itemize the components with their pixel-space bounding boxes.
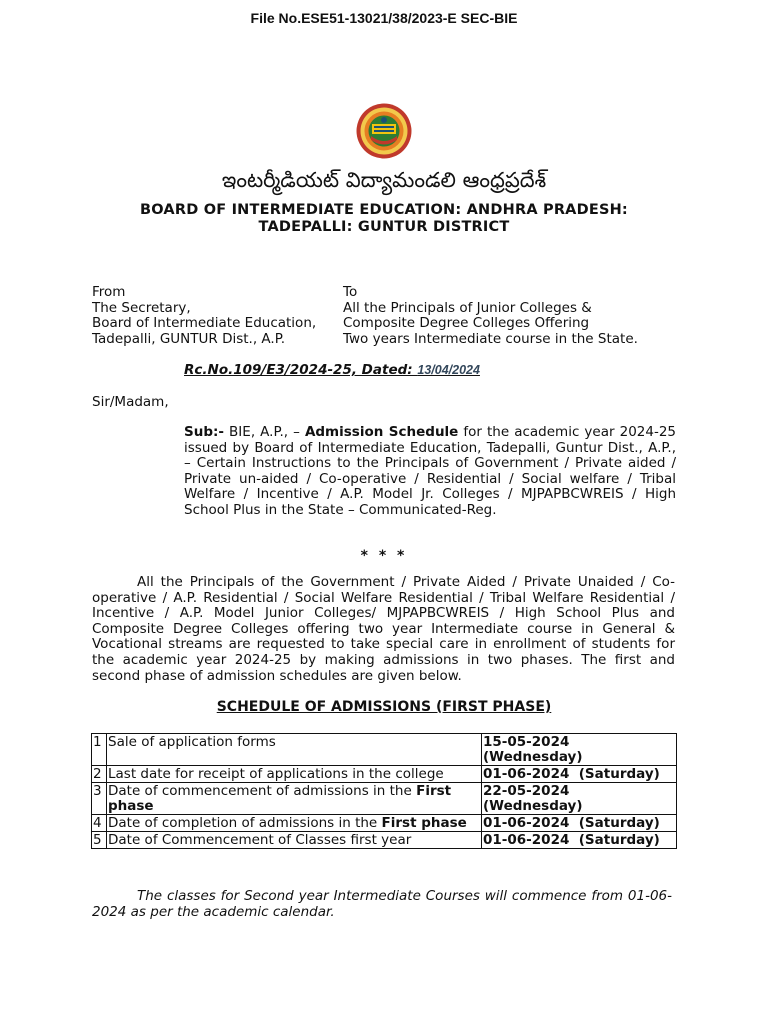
subject-label: Sub:- (184, 424, 224, 440)
board-name-line-2: TADEPALLI: GUNTUR DISTRICT (258, 219, 510, 235)
schedule-title: SCHEDULE OF ADMISSIONS (FIRST PHASE) (216, 699, 552, 715)
closing-paragraph: The classes for Second year Intermediate Courses will commence from 01-06-2024 as per the academic calendar. (92, 888, 672, 920)
row-description-text: Sale of application forms (108, 734, 276, 750)
row-description-bold: First phase (108, 783, 452, 814)
row-date-value: 01-06-2024 (483, 815, 570, 831)
row-date-value: 01-06-2024 (483, 766, 570, 782)
subject-bold: Admission Schedule (304, 424, 459, 440)
reference-number (184, 362, 480, 378)
row-number: 2 (92, 766, 107, 783)
to-label: To (343, 284, 358, 300)
row-description-text: Date of Commencement of Classes first year (108, 832, 412, 848)
reference-text: Rc.No.109/E3/2024-25, Dated: (184, 362, 418, 378)
row-description (107, 734, 482, 766)
subject-pre: BIE, A.P., – (224, 424, 305, 440)
row-day: (Saturday) (578, 815, 660, 831)
row-description-bold: First phase (381, 815, 467, 831)
board-name-line-1: BOARD OF INTERMEDIATE EDUCATION: ANDHRA PRADESH: (140, 202, 628, 218)
row-day: (Saturday) (578, 766, 660, 782)
file-number: File No.ESE51-13021/38/2023-E SEC-BIE (250, 10, 518, 26)
row-day: (Wednesday) (483, 798, 583, 814)
from-label: From (92, 284, 126, 300)
row-description (107, 832, 482, 849)
row-number: 5 (92, 832, 107, 849)
board-name-english (0, 202, 768, 236)
to-address (343, 285, 683, 347)
row-description-text: Date of commencement of admissions in the (108, 783, 417, 799)
table-row (92, 734, 677, 766)
table-row (92, 783, 677, 815)
from-line-3: Tadepalli, GUNTUR Dist., A.P. (92, 330, 286, 347)
row-day: (Saturday) (578, 832, 660, 848)
row-description (107, 783, 482, 815)
row-description-text: Date of completion of admissions in the (108, 815, 382, 831)
row-date (482, 766, 677, 783)
row-date (482, 815, 677, 832)
board-name-telugu: ఇంటర్మీడియట్ విద్యామండలి ఆంధ్రప్రదేశ్ (221, 168, 547, 192)
section-separator: * * * (360, 548, 408, 564)
row-date (482, 734, 677, 766)
row-date (482, 783, 677, 815)
to-line-3: Two years Intermediate course in the State. (343, 330, 638, 347)
table-row (92, 832, 677, 849)
row-description (107, 766, 482, 783)
row-day: (Wednesday) (483, 749, 583, 765)
from-address (92, 285, 342, 347)
row-date (482, 832, 677, 849)
row-number: 4 (92, 815, 107, 832)
row-description (107, 815, 482, 832)
table-row (92, 815, 677, 832)
salutation: Sir/Madam, (92, 394, 169, 410)
schedule-table (91, 733, 677, 849)
to-line-1: All the Principals of Junior Colleges & (343, 299, 592, 316)
board-emblem-icon (355, 102, 413, 160)
subject-post: for the academic year 2024-25 issued by Board of Intermediate Education, Tadepalli, Guntur Dist., A.P., – Certain Instructions to the Principals of Government / Private aided / Private un-aided / Co-operative / Residential / Social welfare / Tribal Welfare / Incentive / A.P. Model Jr. Colleges / MJPAPBCWREIS / High School Plus in the State – Communicated-Reg. (184, 424, 677, 518)
subject-paragraph (184, 425, 676, 519)
body-paragraph: All the Principals of the Government / Private Aided / Private Unaided / Co-operative / A.P. Residential / Social Welfare Residential / Tribal Welfare Residential / Incentive / A.P. Model Junior Colleges/ MJPAPBCWREIS / High School Plus and Composite Degree Colleges offering two year Intermediate course in General & Vocational streams are requested to take special care in enrollment of students for the academic year 2024-25 by making admissions in two phases. The first and second phase of admission schedules are given below. (92, 574, 675, 684)
reference-date: 13/04/2024 (417, 363, 480, 377)
from-line-2: Board of Intermediate Education, (92, 315, 317, 331)
row-date-value: 01-06-2024 (483, 832, 570, 848)
to-line-2: Composite Degree Colleges Offering (343, 315, 590, 331)
row-description-text: Last date for receipt of applications in the college (108, 766, 444, 782)
row-number: 1 (92, 734, 107, 766)
row-number: 3 (92, 783, 107, 815)
row-date-value: 22-05-2024 (483, 783, 570, 799)
row-date-value: 15-05-2024 (483, 734, 570, 750)
table-row (92, 766, 677, 783)
from-line-1: The Secretary, (92, 299, 191, 316)
